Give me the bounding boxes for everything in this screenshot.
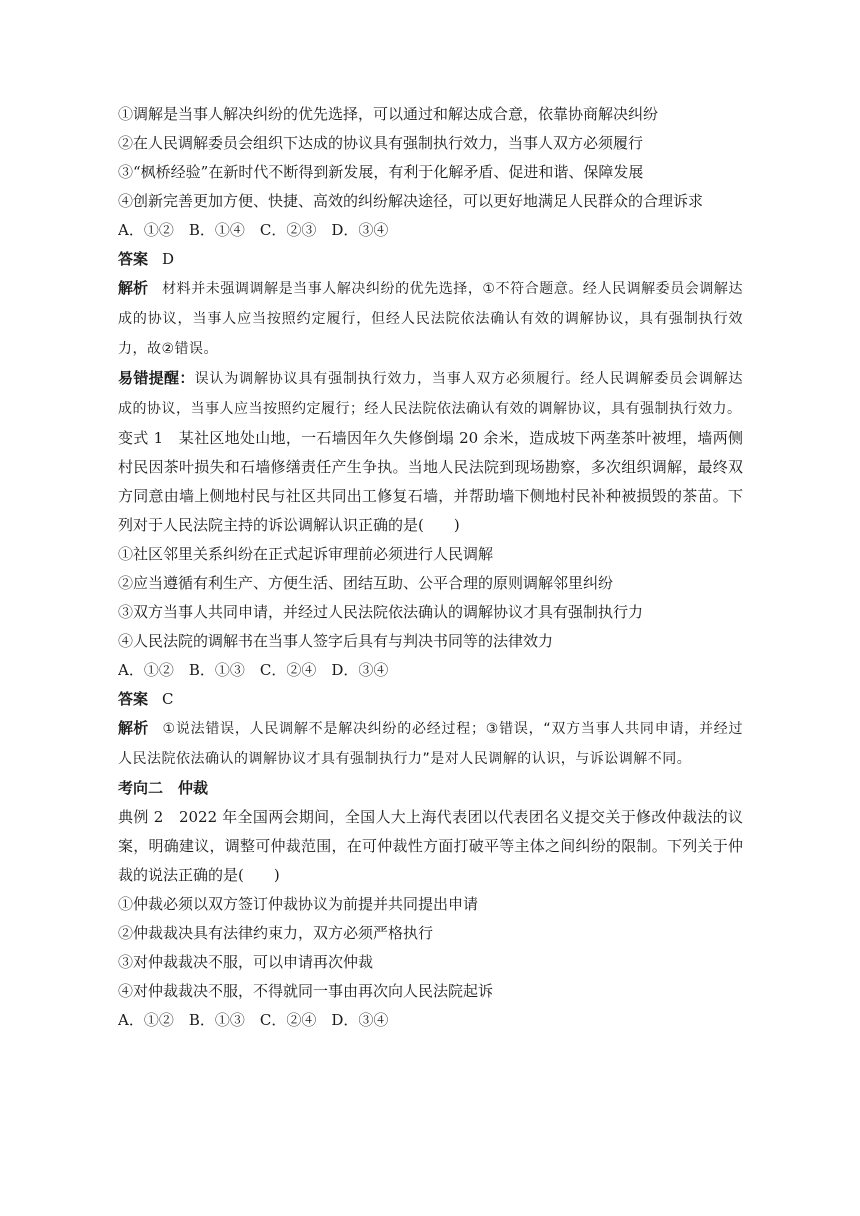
option-3: ③“枫桥经验”在新时代不断得到新发展，有利于化解矛盾、促进和谐、保障发展 (118, 163, 644, 181)
option-1: ①社区邻里关系纠纷在正式起诉审理前必须进行人民调解 (118, 545, 494, 563)
answer-label: 答案 (118, 250, 149, 268)
question-top (118, 100, 743, 424)
error-tip-label: 易错提醒： (118, 369, 195, 387)
document-page (118, 100, 743, 1035)
option-1: ①仲裁必须以双方签订仲裁协议为前提并共同提出申请 (118, 895, 479, 913)
answer-value: D (162, 250, 175, 268)
example-stem: 典例 2 2022 年全国两会期间，全国人大上海代表团以代表团名义提交关于修改仲裁法的议案，明确建议，调整可仲裁范围，在可仲裁性方面打破平等主体之间纠纷的限制。下列关于仲裁的说法正确的是( ) (118, 808, 743, 884)
answer-label: 答案 (118, 690, 149, 708)
answer-choices: A．①② B．①③ C．②④ D．③④ (118, 1011, 389, 1029)
error-tip-text: 误认为调解协议具有强制执行效力，当事人双方必须履行。经人民调解委员会调解达成的协议，当事人应当按照约定履行；经人民法院依法确认有效的调解协议，具有强制执行效力。 (118, 371, 743, 417)
answer-value: C (162, 690, 174, 708)
analysis-paragraph (118, 714, 743, 774)
option-3: ③对仲裁裁决不服，可以申请再次仲裁 (118, 953, 374, 971)
analysis-paragraph (118, 274, 743, 364)
option-3: ③双方当事人共同申请，并经过人民法院依法确认的调解协议才具有强制执行力 (118, 603, 644, 621)
question-variant-1 (118, 424, 743, 774)
variant-stem: 变式 1 某社区地处山地，一石墙因年久失修倒塌 20 余米，造成坡下两垄茶叶被埋，墙两侧村民因茶叶损失和石墙修缮责任产生争执。当地人民法院到现场勘察，多次组织调解，最终双方同意由墙上侧地村民与社区共同出工修复石墙，并帮助墙下侧地村民补种被损毁的茶苗。下列对于人民法院主持的诉讼调解认识正确的是( ) (118, 429, 743, 534)
option-2: ②仲裁裁决具有法律约束力，双方必须严格执行 (118, 924, 434, 942)
answer-line (118, 685, 743, 714)
analysis-text: ①说法错误，人民调解不是解决纠纷的必经过程；③错误，“双方当事人共同申请，并经过人民法院依法确认的调解协议才具有强制执行力”是对人民调解的认识，与诉讼调解不同。 (118, 721, 743, 767)
section-title: 考向二 仲裁 (118, 779, 209, 797)
option-4: ④对仲裁裁决不服，不得就同一事由再次向人民法院起诉 (118, 982, 494, 1000)
option-4: ④人民法院的调解书在当事人签字后具有与判决书同等的法律效力 (118, 632, 554, 650)
option-1: ①调解是当事人解决纠纷的优先选择，可以通过和解达成合意，依靠协商解决纠纷 (118, 105, 659, 123)
answer-choices: A．①② B．①④ C．②③ D．③④ (118, 221, 389, 239)
question-example-2 (118, 803, 743, 1035)
option-4: ④创新完善更加方便、快捷、高效的纠纷解决途径，可以更好地满足人民群众的合理诉求 (118, 192, 704, 210)
answer-line (118, 245, 743, 274)
answer-choices: A．①② B．①③ C．②④ D．③④ (118, 661, 389, 679)
analysis-label: 解析 (118, 719, 149, 737)
analysis-text: 材料并未强调调解是当事人解决纠纷的优先选择，①不符合题意。经人民调解委员会调解达成的协议，当事人应当按照约定履行，但经人民法院依法确认有效的调解协议，具有强制执行效力，故②错误。 (118, 281, 743, 357)
option-2: ②在人民调解委员会组织下达成的协议具有强制执行效力，当事人双方必须履行 (118, 134, 644, 152)
analysis-label: 解析 (118, 279, 149, 297)
error-tip-paragraph (118, 364, 743, 424)
option-2: ②应当遵循有利生产、方便生活、团结互助、公平合理的原则调解邻里纠纷 (118, 574, 614, 592)
